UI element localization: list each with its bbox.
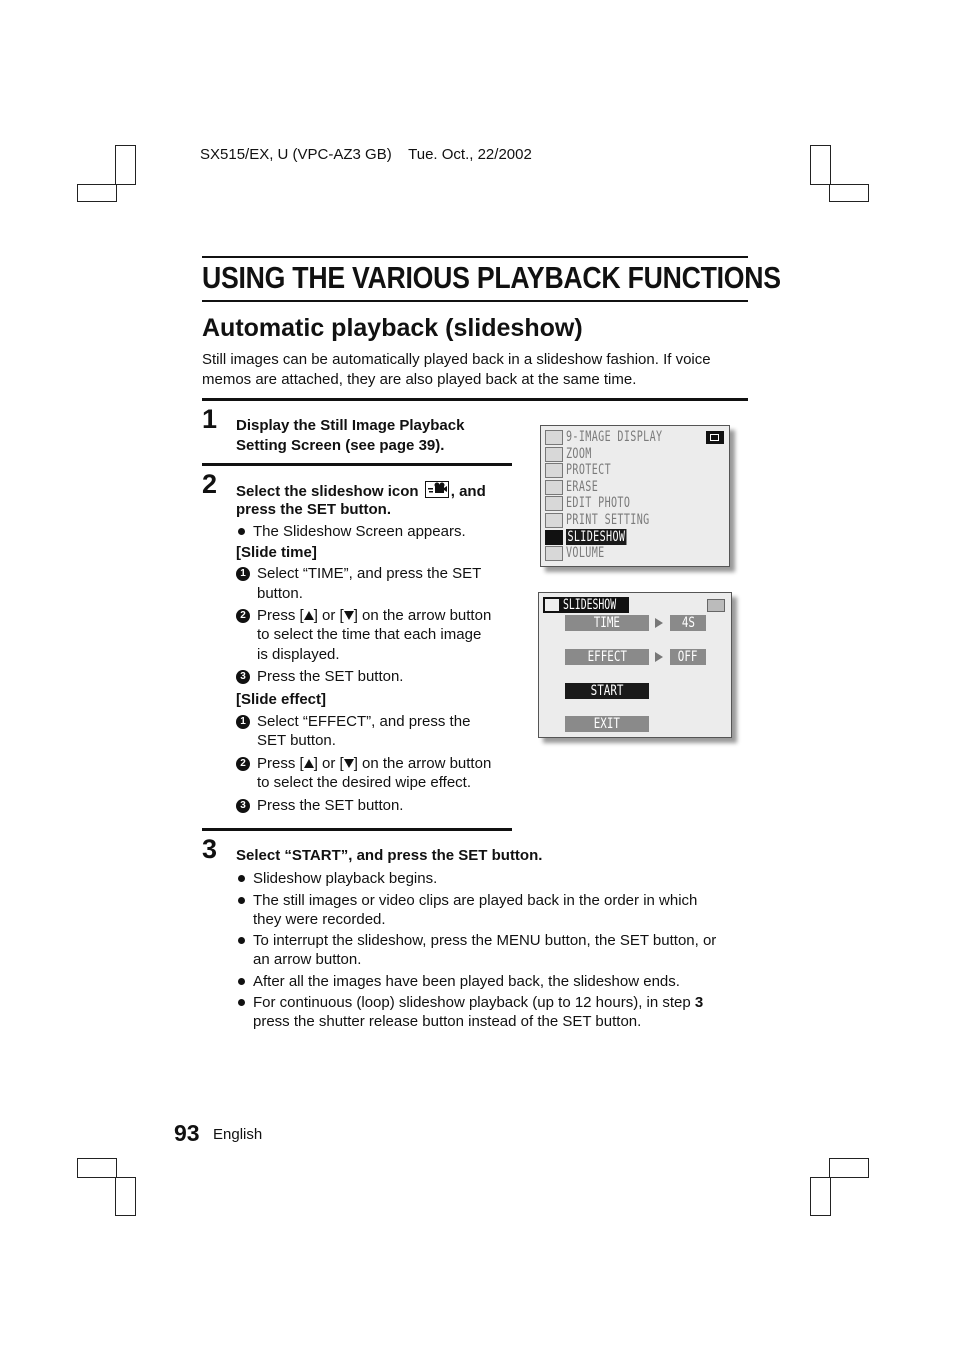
magnifier-icon [545, 447, 563, 462]
crop-mark [810, 1177, 831, 1216]
step-number: 3 [202, 834, 218, 864]
slide-time-step2-cont: is displayed. [257, 646, 340, 663]
exit-option[interactable] [565, 716, 649, 732]
bullet [238, 528, 245, 535]
option-value: OFF [678, 649, 698, 665]
down-arrow-icon [344, 611, 354, 620]
menu-item-slideshow[interactable] [545, 530, 725, 546]
printer-icon [545, 513, 563, 528]
effect-option[interactable] [565, 649, 649, 665]
effect-value[interactable] [670, 649, 706, 665]
crop-mark [115, 1177, 136, 1216]
bullet [238, 897, 245, 904]
menu-item-label: 9-IMAGE DISPLAY [566, 429, 663, 445]
step3-bullet-5 [253, 993, 703, 1013]
slide-effect-step2-cont: to select the desired wipe effect. [257, 774, 472, 791]
time-value[interactable] [670, 615, 706, 631]
step-reference: 3 [694, 994, 704, 1011]
step-number: 1 [202, 404, 218, 434]
slide-time-step1-cont: button. [257, 585, 303, 602]
step3-bullet-3: To interrupt the slideshow, press the MENU button, the SET button, or [253, 932, 717, 949]
step3-bullet-2-cont: they were recorded. [253, 911, 386, 928]
speaker-icon [545, 546, 563, 561]
menu-item-label: SLIDESHOW [567, 529, 626, 545]
step3-bullet-3-cont: an arrow button. [253, 951, 362, 968]
crop-mark [829, 1158, 869, 1178]
right-arrow-icon [655, 652, 663, 662]
slide-time-step2 [257, 606, 491, 626]
up-arrow-icon [304, 611, 314, 620]
step1-heading-line2: Setting Screen (see page 39). [236, 437, 445, 454]
slide-effect-step3: Press the SET button. [257, 797, 404, 814]
grid-icon [545, 430, 563, 445]
crop-mark [77, 1158, 117, 1178]
text: For continuous (loop) slideshow playback (up to 12 hours), in step [253, 994, 695, 1011]
menu-item-zoom[interactable] [545, 447, 725, 463]
slide-effect-step1: Select “EFFECT”, and press the [257, 713, 471, 730]
time-option[interactable] [565, 615, 649, 631]
bullet [238, 999, 245, 1006]
slide-time-step2-cont: to select the time that each image [257, 626, 482, 643]
step-rule [202, 463, 512, 466]
right-arrow-icon [655, 618, 663, 628]
slideshow-settings-screen [538, 592, 732, 738]
print-header: SX515/EX, U (VPC-AZ3 GB) Tue. Oct., 22/2002 [200, 146, 532, 163]
section-title: Automatic playback (slideshow) [202, 314, 583, 342]
menu-item-label: VOLUME [566, 545, 605, 561]
option-label: TIME [593, 615, 621, 631]
slide-effect-heading: [Slide effect] [236, 691, 327, 708]
step-number: 2 [202, 469, 218, 499]
menu-item-9-image-display[interactable] [545, 430, 725, 446]
title-rule-bottom [202, 300, 748, 302]
slideshow-icon [545, 599, 559, 611]
option-label: EXIT [593, 716, 621, 732]
option-label: START [590, 683, 624, 699]
bullet [238, 875, 245, 882]
slideshow-icon [425, 481, 449, 498]
step2-heading-text: Select the slideshow icon [236, 483, 419, 500]
screen-mode-icon [707, 599, 725, 612]
slideshow-title-bar [543, 597, 629, 613]
text: ] or [ [313, 755, 344, 772]
menu-item-label: PROTECT [566, 462, 612, 478]
slide-time-step3: Press the SET button. [257, 668, 404, 685]
step2-heading-line2: press the SET button. [236, 501, 392, 518]
slide-time-heading: [Slide time] [236, 544, 317, 561]
step3-bullet-2: The still images or video clips are played back in the order in which [253, 892, 698, 909]
slideshow-icon [545, 530, 563, 545]
crop-mark [829, 184, 869, 202]
up-arrow-icon [304, 759, 314, 768]
step3-bullet-4: After all the images have been played back, the slideshow ends. [253, 973, 680, 990]
page-title: USING THE VARIOUS PLAYBACK FUNCTIONS [202, 260, 781, 295]
menu-item-label: PRINT SETTING [566, 512, 650, 528]
slide-time-step1: Select “TIME”, and press the SET [257, 565, 482, 582]
down-arrow-icon [344, 759, 354, 768]
bullet [238, 978, 245, 985]
slide-effect-step1-cont: SET button. [257, 732, 336, 749]
text: ] on the arrow button [353, 755, 492, 772]
crop-mark [115, 145, 136, 185]
step3-heading: Select “START”, and press the SET button. [236, 847, 543, 864]
key-icon [545, 463, 563, 478]
step2-heading-text: , and [450, 483, 486, 500]
option-label: EFFECT [587, 649, 627, 665]
step2-heading-line1 [236, 481, 486, 502]
start-option[interactable] [565, 683, 649, 699]
step-number-circle: 1 [236, 715, 250, 729]
text: Press [ [257, 607, 304, 624]
option-value: 4S [681, 615, 695, 631]
step2-bullet: The Slideshow Screen appears. [253, 523, 466, 540]
menu-item-protect[interactable] [545, 463, 725, 479]
menu-item-print-setting[interactable] [545, 513, 725, 529]
intro-rule [202, 398, 748, 401]
page-language: English [213, 1126, 263, 1143]
trash-icon [545, 480, 563, 495]
text: ] or [ [313, 607, 344, 624]
step3-bullet-1: Slideshow playback begins. [253, 870, 438, 887]
edit-icon [545, 496, 563, 511]
step-rule [202, 828, 512, 831]
text: Press [ [257, 755, 304, 772]
step-number-circle: 2 [236, 757, 250, 771]
page-number: 93 [174, 1120, 200, 1146]
crop-mark [77, 184, 117, 202]
step-number-circle: 3 [236, 670, 250, 684]
step-number-circle: 1 [236, 567, 250, 581]
step3-bullet-5-cont: press the shutter release button instead of the SET button. [253, 1013, 642, 1030]
crop-mark [810, 145, 831, 185]
slide-effect-step2 [257, 754, 491, 774]
screen-title: SLIDESHOW [563, 597, 617, 613]
menu-item-volume[interactable] [545, 546, 725, 562]
text: ] on the arrow button [353, 607, 492, 624]
menu-item-label: ZOOM [566, 446, 592, 462]
intro-paragraph: Still images can be automatically played back in a slideshow fashion. If voice memos are attached, they are also played back at the same time. [202, 351, 711, 388]
title-rule-top [202, 256, 748, 258]
step1-heading-line1: Display the Still Image Playback [236, 417, 465, 434]
bullet [238, 937, 245, 944]
menu-item-erase[interactable] [545, 480, 725, 496]
menu-item-label: ERASE [566, 479, 599, 495]
playback-menu-screen [540, 425, 730, 567]
step-number-circle: 3 [236, 799, 250, 813]
menu-item-edit-photo[interactable] [545, 496, 725, 512]
menu-item-label: EDIT PHOTO [566, 495, 631, 511]
step-number-circle: 2 [236, 609, 250, 623]
